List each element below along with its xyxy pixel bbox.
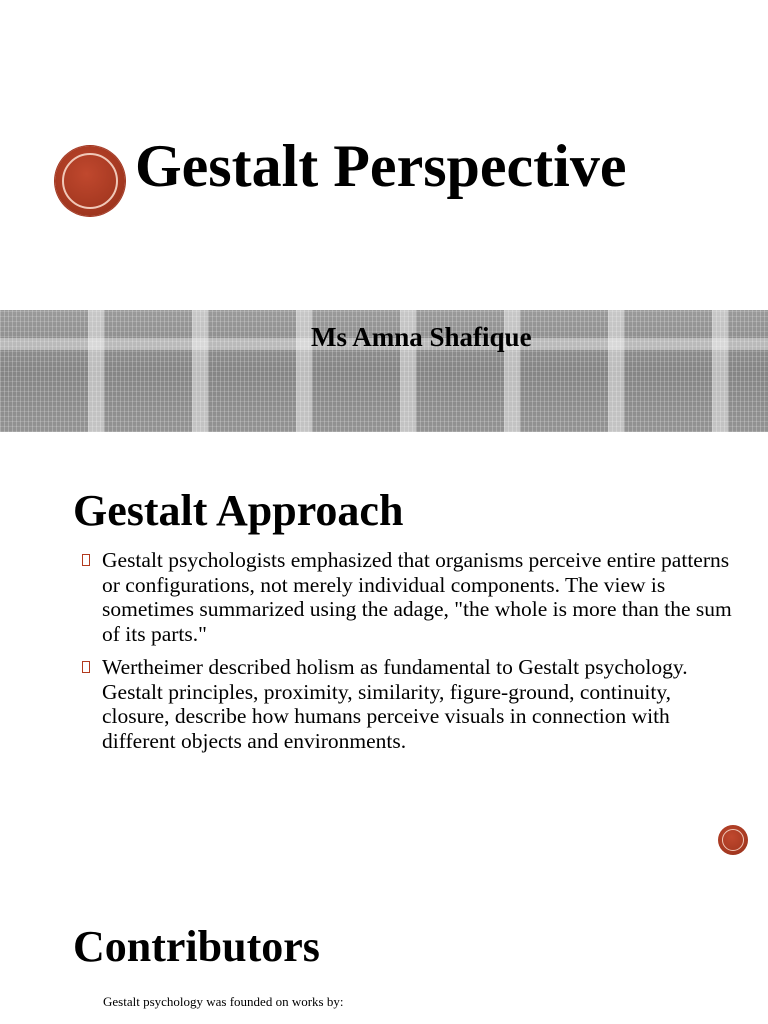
circle-ring (62, 153, 118, 209)
bullet-list (82, 548, 742, 762)
small-red-circle-icon (718, 825, 748, 855)
circle-ring (722, 829, 744, 851)
gestalt-approach-heading: Gestalt Approach (73, 486, 404, 535)
bullet-text: Wertheimer described holism as fundamental to Gestalt psychology. Gestalt principles, proximity, similarity, figure-ground, continuity, closure, describe how humans perceive visuals in connection with different objects and environments. (102, 655, 688, 753)
square-bullet-icon (82, 661, 90, 673)
contributors-intro: Gestalt psychology was founded on works by: (103, 994, 344, 1009)
page-title: Gestalt Perspective (135, 133, 627, 199)
square-bullet-icon (82, 554, 90, 566)
list-item (82, 655, 742, 753)
list-item (82, 548, 742, 646)
red-circle-icon (55, 146, 125, 216)
bullet-text: Gestalt psychologists emphasized that organisms perceive entire patterns or configurations, not merely individual components. The view is sometimes summarized using the adage, "the whole is more than the sum of its parts." (102, 548, 732, 646)
title-slide (0, 0, 768, 440)
contributors-heading: Contributors (73, 922, 320, 971)
content-slide (0, 440, 768, 1024)
author-subtitle: Ms Amna Shafique (311, 322, 532, 352)
